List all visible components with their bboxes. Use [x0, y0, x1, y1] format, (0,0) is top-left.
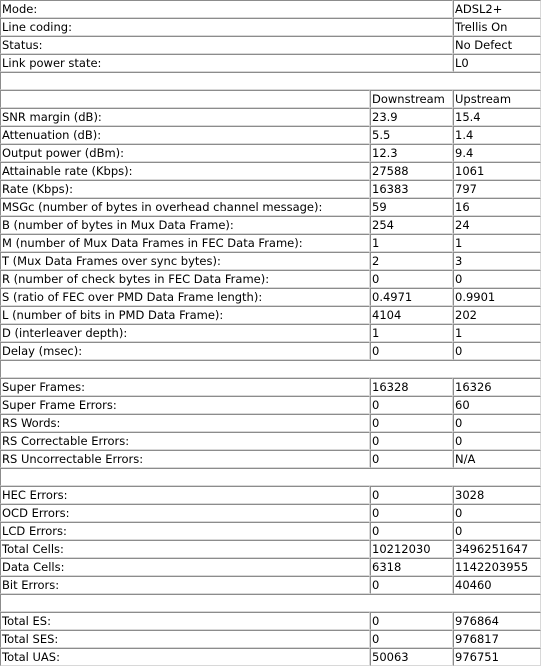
stat-downstream: 0: [370, 504, 453, 522]
stat-row: [0, 324, 541, 342]
stat-row: [0, 558, 541, 576]
stat-row: [0, 630, 541, 648]
stat-row: [0, 198, 541, 216]
stat-label: Attainable rate (Kbps):: [0, 162, 370, 180]
stat-label: Total UAS:: [0, 648, 370, 666]
spacer-cell: [0, 72, 541, 90]
stat-label: Total ES:: [0, 612, 370, 630]
stat-row: [0, 450, 541, 468]
stat-upstream: 0: [453, 414, 541, 432]
column-header-downstream: Downstream: [370, 90, 453, 108]
stat-label: LCD Errors:: [0, 522, 370, 540]
stat-label: Super Frames:: [0, 378, 370, 396]
spacer-row: [0, 594, 541, 612]
stat-upstream: 3028: [453, 486, 541, 504]
stat-downstream: 0.4971: [370, 288, 453, 306]
spacer-row: [0, 72, 541, 90]
stat-downstream: 0: [370, 432, 453, 450]
stat-downstream: 59: [370, 198, 453, 216]
stat-row: [0, 162, 541, 180]
link-power-state-value: L0: [453, 54, 541, 72]
stat-downstream: 0: [370, 396, 453, 414]
spacer-cell: [0, 468, 541, 486]
stat-upstream: 16326: [453, 378, 541, 396]
stat-row: [0, 414, 541, 432]
stat-label: Rate (Kbps):: [0, 180, 370, 198]
stat-label: Output power (dBm):: [0, 144, 370, 162]
stat-downstream: 0: [370, 450, 453, 468]
stat-upstream: 976864: [453, 612, 541, 630]
mode-label: Mode:: [0, 0, 453, 18]
stat-upstream: 0: [453, 522, 541, 540]
stat-label: Attenuation (dB):: [0, 126, 370, 144]
stat-upstream: 1061: [453, 162, 541, 180]
stat-row: [0, 576, 541, 594]
spacer-cell: [0, 360, 541, 378]
stat-downstream: 0: [370, 270, 453, 288]
stat-label: Total SES:: [0, 630, 370, 648]
stat-row: [0, 216, 541, 234]
spacer-row: [0, 468, 541, 486]
status-row: [0, 36, 541, 54]
line-coding-row: [0, 18, 541, 36]
stat-upstream: 976817: [453, 630, 541, 648]
stat-row: [0, 108, 541, 126]
stat-downstream: 16383: [370, 180, 453, 198]
stat-row: [0, 126, 541, 144]
stat-upstream: 16: [453, 198, 541, 216]
stat-upstream: 797: [453, 180, 541, 198]
stat-label: HEC Errors:: [0, 486, 370, 504]
stat-label: OCD Errors:: [0, 504, 370, 522]
status-value: No Defect: [453, 36, 541, 54]
line-coding-value: Trellis On: [453, 18, 541, 36]
mode-row: [0, 0, 541, 18]
stat-row: [0, 288, 541, 306]
stat-label: B (number of bytes in Mux Data Frame):: [0, 216, 370, 234]
stat-downstream: 0: [370, 342, 453, 360]
stat-downstream: 1: [370, 324, 453, 342]
column-header-upstream: Upstream: [453, 90, 541, 108]
stat-downstream: 2: [370, 252, 453, 270]
stat-label: RS Correctable Errors:: [0, 432, 370, 450]
stat-row: [0, 342, 541, 360]
stat-row: [0, 144, 541, 162]
stat-row: [0, 612, 541, 630]
stat-upstream: 1: [453, 234, 541, 252]
stat-label: S (ratio of FEC over PMD Data Frame length):: [0, 288, 370, 306]
stat-row: [0, 396, 541, 414]
stat-upstream: 3: [453, 252, 541, 270]
stat-label: RS Words:: [0, 414, 370, 432]
stat-upstream: 0: [453, 504, 541, 522]
stat-upstream: 0.9901: [453, 288, 541, 306]
stat-upstream: 15.4: [453, 108, 541, 126]
spacer-cell: [0, 594, 541, 612]
line-coding-label: Line coding:: [0, 18, 453, 36]
stat-row: [0, 540, 541, 558]
stat-downstream: 0: [370, 414, 453, 432]
stat-label: Super Frame Errors:: [0, 396, 370, 414]
stat-downstream: 0: [370, 522, 453, 540]
stat-downstream: 27588: [370, 162, 453, 180]
column-header-blank: [0, 90, 370, 108]
stat-downstream: 0: [370, 576, 453, 594]
stat-upstream: 9.4: [453, 144, 541, 162]
stat-row: [0, 252, 541, 270]
spacer-row: [0, 360, 541, 378]
stat-row: [0, 648, 541, 666]
mode-value: ADSL2+: [453, 0, 541, 18]
stat-upstream: 40460: [453, 576, 541, 594]
link-power-state-row: [0, 54, 541, 72]
stat-row: [0, 270, 541, 288]
stat-upstream: 3496251647: [453, 540, 541, 558]
stat-upstream: 1: [453, 324, 541, 342]
stat-downstream: 0: [370, 486, 453, 504]
stat-upstream: 24: [453, 216, 541, 234]
stat-downstream: 10212030: [370, 540, 453, 558]
status-label: Status:: [0, 36, 453, 54]
stat-row: [0, 504, 541, 522]
stat-row: [0, 522, 541, 540]
stat-downstream: 254: [370, 216, 453, 234]
stat-downstream: 4104: [370, 306, 453, 324]
stat-upstream: 202: [453, 306, 541, 324]
stat-downstream: 6318: [370, 558, 453, 576]
stat-label: RS Uncorrectable Errors:: [0, 450, 370, 468]
stat-upstream: N/A: [453, 450, 541, 468]
stat-label: D (interleaver depth):: [0, 324, 370, 342]
stat-downstream: 12.3: [370, 144, 453, 162]
stat-label: Total Cells:: [0, 540, 370, 558]
stat-row: [0, 306, 541, 324]
stat-label: Delay (msec):: [0, 342, 370, 360]
stat-upstream: 1.4: [453, 126, 541, 144]
stat-label: M (number of Mux Data Frames in FEC Data Frame):: [0, 234, 370, 252]
stat-row: [0, 486, 541, 504]
stat-upstream: 0: [453, 432, 541, 450]
stat-downstream: 0: [370, 612, 453, 630]
stat-downstream: 23.9: [370, 108, 453, 126]
stat-downstream: 0: [370, 630, 453, 648]
stat-downstream: 5.5: [370, 126, 453, 144]
column-header-row: [0, 90, 541, 108]
stat-label: R (number of check bytes in FEC Data Frame):: [0, 270, 370, 288]
stat-upstream: 976751: [453, 648, 541, 666]
stat-row: [0, 432, 541, 450]
stat-label: MSGc (number of bytes in overhead channel message):: [0, 198, 370, 216]
stat-row: [0, 180, 541, 198]
stat-row: [0, 378, 541, 396]
stat-upstream: 0: [453, 342, 541, 360]
stat-label: Bit Errors:: [0, 576, 370, 594]
stat-upstream: 0: [453, 270, 541, 288]
stat-downstream: 50063: [370, 648, 453, 666]
stat-label: SNR margin (dB):: [0, 108, 370, 126]
stat-label: Data Cells:: [0, 558, 370, 576]
stat-downstream: 16328: [370, 378, 453, 396]
stat-label: L (number of bits in PMD Data Frame):: [0, 306, 370, 324]
stat-label: T (Mux Data Frames over sync bytes):: [0, 252, 370, 270]
stat-row: [0, 234, 541, 252]
stat-downstream: 1: [370, 234, 453, 252]
stat-upstream: 60: [453, 396, 541, 414]
stat-upstream: 1142203955: [453, 558, 541, 576]
link-power-state-label: Link power state:: [0, 54, 453, 72]
